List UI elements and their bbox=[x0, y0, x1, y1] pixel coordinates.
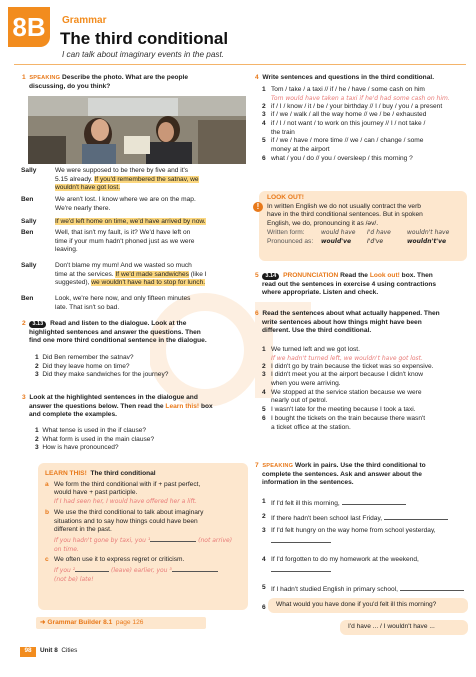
dialogue-text: We aren't lost. I know where we are on the map. We're nearly there. bbox=[55, 196, 196, 212]
page-number: 98 bbox=[20, 647, 36, 657]
answer-blank[interactable] bbox=[271, 536, 331, 543]
dialogue-line bbox=[21, 167, 247, 193]
audio-track-badge[interactable]: 3.14 bbox=[262, 273, 279, 280]
answer-blank[interactable] bbox=[150, 535, 196, 542]
page-subtitle: I can talk about imaginary events in the past. bbox=[62, 50, 225, 59]
arrow-icon: ➜ bbox=[40, 619, 46, 626]
completion-item: 6 bbox=[262, 604, 472, 615]
dialogue-line bbox=[21, 295, 247, 312]
question-item: 3 How is have pronounced? bbox=[35, 444, 119, 452]
dialogue-line bbox=[21, 196, 247, 213]
dialogue-text: Don't blame my mum! And we wasted so much time at the services. If we'd made sandwiches (like I suggested), we wouldn't have had to stop for lunch. bbox=[55, 262, 207, 287]
answer-blank[interactable] bbox=[271, 565, 331, 572]
exercise-4-items bbox=[262, 86, 472, 164]
speech-bubble-answer: I'd have ... / I wouldn't have ... bbox=[340, 620, 468, 635]
exercise-5-instruction: 5 3.14 PRONUNCIATION Read the Look out! box. Then read out the sentences in exercise 4 using contractions where appropriate. Listen and check. bbox=[255, 272, 437, 297]
dialogue-line bbox=[21, 218, 247, 227]
speaker-name: Sally bbox=[21, 167, 37, 174]
speaker-name: Ben bbox=[21, 229, 34, 236]
exercise-item: 6 I bought the tickets on the train because there wasn't a ticket office at the station. bbox=[262, 414, 426, 431]
exercise-2-questions bbox=[35, 354, 168, 380]
look-out-title: LOOK OUT! bbox=[267, 194, 304, 201]
exercise-item: 4 if / I / not want / to work on this journey // I / not take / the train bbox=[262, 120, 426, 136]
dialogue-line bbox=[21, 262, 247, 288]
learn-this-label: LEARN THIS! bbox=[45, 470, 87, 477]
exercise-item: 1 Tom / take / a taxi // if / he / have / some cash on him Tom would have taken a taxi if he'd had some cash on him. bbox=[262, 86, 450, 102]
speaking-label: SPEAKING bbox=[29, 75, 61, 81]
exercise-2-instruction: 2 3.13 Read and listen to the dialogue. Look at the highlighted sentences and answer the questions. Then find one more third conditional sentence in the dialogue. bbox=[22, 320, 207, 345]
learn-this-content: LEARN THIS! The third conditional a We form the third conditional with if + past perfect, would have + past participle. If I had seen her, I would have offered her a lift. b We use the third conditional to talk about imaginary situations and to say how things could have been different in the past. If you hadn't gone by taxi, you ¹ (not arrive) on time. c We often use it to express regret or criticism. If you ² (leave) earlier, you ³ (not be) late! bbox=[45, 470, 233, 583]
lesson-badge: 8B bbox=[8, 7, 50, 47]
exercise-item: 2 I didn't go by train because the ticket was so expensive. bbox=[262, 362, 434, 370]
question-item: 1 Did Ben remember the satnav? bbox=[35, 354, 134, 361]
car-photo bbox=[28, 96, 246, 164]
completion-item: 1 If I'd felt ill this morning, bbox=[262, 498, 472, 509]
example-answer: If we hadn't turned left, we wouldn't have got lost. bbox=[271, 354, 423, 362]
exercise-item: 2 if / I / know / it / be / your birthday // I / buy / you / a present bbox=[262, 102, 443, 110]
answer-blank[interactable] bbox=[75, 565, 109, 572]
speaker-name: Sally bbox=[21, 218, 37, 225]
warning-icon: ! bbox=[253, 202, 263, 212]
exercise-6-instruction: 6 Read the sentences about what actually happened. Then write sentences about how things might have been different. Use the third conditional. bbox=[255, 310, 440, 335]
example-answer: Tom would have taken a taxi if he'd had some cash on him. bbox=[271, 94, 450, 102]
question-item: 1 What tense is used in the if clause? bbox=[35, 427, 147, 434]
speaker-name: Ben bbox=[21, 295, 34, 302]
exercise-item: 3 I didn't meet you at the airport because I didn't know when you were arriving. bbox=[262, 371, 424, 388]
speech-bubble-question: What would you have done if you'd felt ill this morning? bbox=[268, 598, 468, 613]
exercise-3-instruction: 3 Look at the highlighted sentences in the dialogue and answer the questions below. Then read the Learn this! box and complete the examples. bbox=[22, 394, 213, 419]
exercise-item: 3 if / we / walk / all the way home // we / be / exhausted bbox=[262, 111, 427, 119]
answer-blank[interactable] bbox=[400, 584, 464, 591]
dialogue-text: Well, that isn't my fault, is it? We'd have left on time if your mum hadn't phoned just as we were leaving. bbox=[55, 229, 195, 254]
completion-item: 5 If I hadn't studied English in primary school, bbox=[262, 584, 472, 595]
exercise-number: 1 bbox=[22, 74, 26, 81]
exercise-4-instruction: 4 Write sentences and questions in the third conditional. bbox=[255, 74, 435, 81]
header-divider bbox=[14, 64, 466, 65]
exercise-item: 6 what / you / do // you / oversleep / this morning ? bbox=[262, 154, 413, 162]
lesson-label: Grammar bbox=[62, 15, 107, 26]
dialogue-line bbox=[21, 229, 247, 255]
answer-blank[interactable] bbox=[384, 513, 448, 520]
answer-blank[interactable] bbox=[342, 498, 406, 505]
answer-blank[interactable] bbox=[172, 565, 218, 572]
grammar-builder-link[interactable]: ➜ Grammar Builder 8.1 page 126 bbox=[36, 617, 206, 629]
question-item: 2 What form is used in the main clause? bbox=[35, 435, 155, 443]
completion-item: 4 If I'd forgotten to do my homework at the weekend, bbox=[262, 556, 472, 575]
question-item: 3 Did they make sandwiches for the journey? bbox=[35, 371, 169, 379]
page-title: The third conditional bbox=[60, 29, 229, 48]
speaker-name: Sally bbox=[21, 262, 37, 269]
look-out-content: LOOK OUT! In written English we do not usually contract the verb have in the third conditional sentences. But in spoken English, we do, pronouncing it as /əv/. Written form: would have I'd have wouldn't have Pronounced as: would've I'd've wouldn't've bbox=[267, 194, 465, 246]
footer-unit: Unit 8 Cities bbox=[40, 647, 78, 654]
dialogue-text: We were supposed to be there by five and it's 5.15 already. If you'd remembered the satnav, we wouldn't have got lost. bbox=[55, 167, 199, 192]
exercise-item: 5 if / we / have / more time // we / can / change / some money at the airport bbox=[262, 137, 424, 154]
exercise-item: 1 We turned left and we got lost. If we hadn't turned left, we wouldn't have got lost. bbox=[262, 346, 423, 362]
audio-track-badge[interactable]: 3.13 bbox=[29, 321, 46, 328]
completion-item: 3 If I'd felt hungry on the way home from school yesterday, bbox=[262, 527, 472, 546]
dialogue-text: Look, we're here now, and only fifteen minutes late. That isn't so bad. bbox=[55, 295, 191, 311]
exercise-6-items bbox=[262, 346, 472, 432]
speaker-name: Ben bbox=[21, 196, 34, 203]
exercise-7-instruction: 7 SPEAKING Work in pairs. Use the third conditional to complete the sentences. Ask and answer about the information in the sentences. bbox=[255, 462, 426, 487]
exercise-3-questions bbox=[35, 427, 154, 453]
exercise-item: 4 We stopped at the service station because we were nearly out of petrol. bbox=[262, 388, 422, 405]
exercise-1-instruction: 1 SPEAKING Describe the photo. What are the people discussing, do you think? bbox=[22, 74, 189, 90]
question-item: 2 Did they leave home on time? bbox=[35, 362, 130, 370]
completion-item: 2 If there hadn't been school last Friday, bbox=[262, 513, 472, 524]
dialogue-text: If we'd left home on time, we'd have arrived by now. bbox=[55, 218, 206, 225]
exercise-item: 5 I wasn't late for the meeting because I took a taxi. bbox=[262, 406, 416, 414]
